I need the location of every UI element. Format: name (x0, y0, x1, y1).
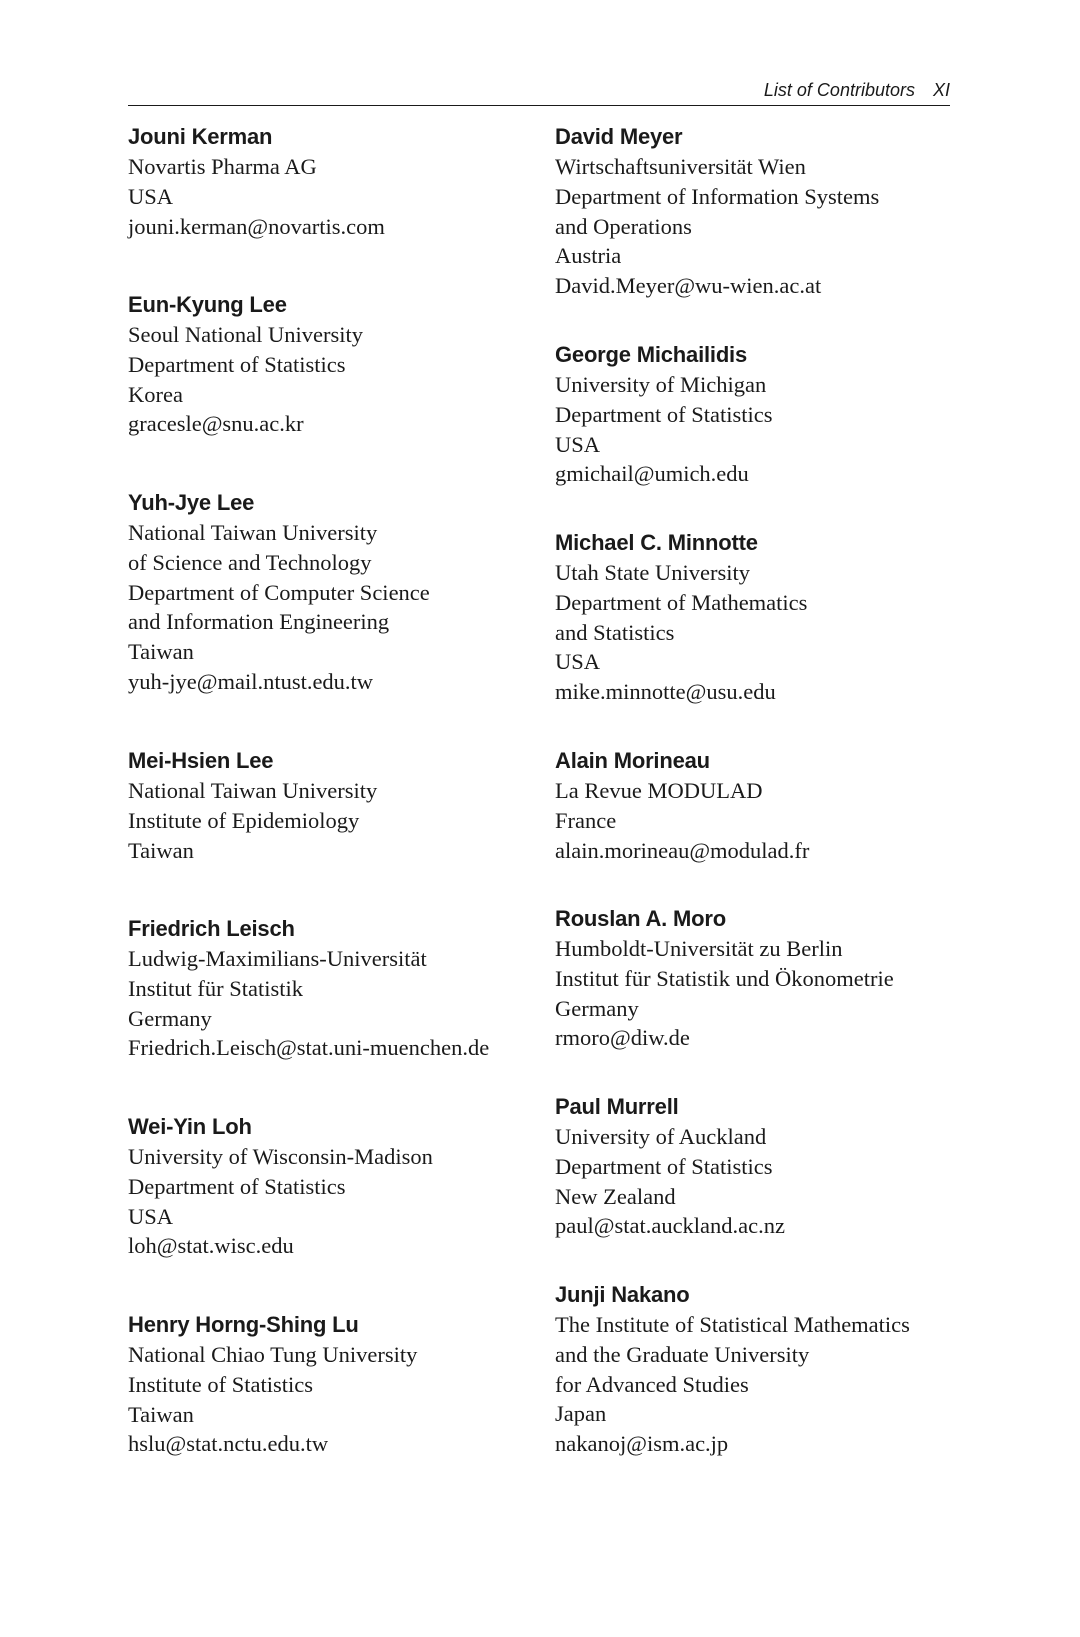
affiliation-line: National Taiwan University (128, 778, 378, 803)
running-header-text (764, 80, 950, 100)
country-line: USA (128, 1203, 174, 1229)
email-line: gracesle@snu.ac.kr (128, 411, 304, 437)
country-line: France (555, 807, 617, 833)
country-line: Taiwan (128, 837, 194, 863)
contributor-entry (128, 1112, 548, 1261)
contributor-entry (128, 290, 548, 439)
country-line: Taiwan (128, 1401, 194, 1427)
affiliation-line: National Taiwan University (128, 520, 378, 545)
contributor-entry (555, 1092, 975, 1241)
country-line: Taiwan (128, 639, 194, 665)
contributor-name: Michael C. Minnotte (555, 530, 758, 555)
affiliation-line: Institute of Epidemiology (128, 807, 360, 833)
country-line: USA (555, 431, 601, 457)
affiliation-line: Utah State University (555, 560, 750, 585)
affiliation-line: Wirtschaftsuniversität Wien (555, 154, 806, 179)
contributor-name: Paul Murrell (555, 1094, 679, 1119)
email-line: paul@stat.auckland.ac.nz (555, 1213, 785, 1239)
country-line: USA (128, 183, 174, 209)
affiliation-line: Department of Information Systems (555, 183, 880, 209)
contributor-name: George Michailidis (555, 342, 748, 367)
country-line: Germany (555, 995, 639, 1021)
email-line: David.Meyer@wu-wien.ac.at (555, 273, 822, 299)
affiliation-line: Department of Statistics (128, 351, 346, 377)
email-line: gmichail@umich.edu (555, 461, 749, 487)
affiliation-line: University of Auckland (555, 1124, 767, 1149)
contributor-entry (128, 914, 548, 1063)
affiliation-line: La Revue MODULAD (555, 778, 763, 803)
affiliation-line: The Institute of Statistical Mathematics (555, 1312, 910, 1337)
affiliation-line: of Science and Technology (128, 549, 372, 575)
running-header (128, 80, 950, 106)
affiliation-line: and Operations (555, 213, 692, 239)
contributor-entry (128, 746, 548, 865)
affiliation-line: and Statistics (555, 619, 675, 645)
contributor-name: Junji Nakano (555, 1282, 690, 1307)
contributor-entry (128, 488, 548, 697)
email-line: loh@stat.wisc.edu (128, 1233, 294, 1259)
email-line: jouni.kerman@novartis.com (128, 213, 385, 239)
contributor-entry (555, 122, 975, 301)
contributor-entry (555, 904, 975, 1053)
email-line: rmoro@diw.de (555, 1025, 690, 1051)
contributor-name: Henry Horng-Shing Lu (128, 1312, 359, 1337)
email-line: alain.morineau@modulad.fr (555, 837, 810, 863)
contributor-name: Mei-Hsien Lee (128, 748, 274, 773)
contributor-name: Alain Morineau (555, 748, 710, 773)
contributor-entry (128, 122, 548, 241)
country-line: Japan (555, 1401, 607, 1427)
affiliation-line: Institute of Statistics (128, 1371, 313, 1397)
country-line: Austria (555, 243, 622, 269)
contributor-name: Jouni Kerman (128, 124, 273, 149)
email-line: mike.minnotte@usu.edu (555, 679, 776, 705)
affiliation-line: University of Wisconsin-Madison (128, 1144, 433, 1169)
contributor-name: David Meyer (555, 124, 683, 149)
affiliation-line: Humboldt-Universität zu Berlin (555, 936, 843, 961)
contributor-entry (555, 746, 975, 865)
page-number: XI (932, 80, 950, 100)
affiliation-line: Department of Statistics (555, 1153, 773, 1179)
affiliation-line: Seoul National University (128, 322, 363, 347)
email-line: hslu@stat.nctu.edu.tw (128, 1431, 329, 1457)
email-line: nakanoj@ism.ac.jp (555, 1431, 729, 1457)
affiliation-line: Department of Computer Science (128, 579, 430, 605)
contributor-entry (128, 1310, 548, 1459)
contributor-name: Yuh-Jye Lee (128, 490, 255, 515)
contributor-name: Wei-Yin Loh (128, 1114, 252, 1139)
affiliation-line: Institut für Statistik (128, 975, 304, 1001)
contributor-name: Friedrich Leisch (128, 916, 295, 941)
affiliation-line: Novartis Pharma AG (128, 154, 317, 179)
affiliation-line: National Chiao Tung University (128, 1342, 418, 1367)
contributor-entry (555, 528, 975, 707)
affiliation-line: Department of Mathematics (555, 589, 808, 615)
affiliation-line: for Advanced Studies (555, 1371, 749, 1397)
affiliation-line: Ludwig-Maximilians-Universität (128, 946, 427, 971)
contributor-entry (555, 1280, 975, 1459)
country-line: Germany (128, 1005, 212, 1031)
contributor-name: Rouslan A. Moro (555, 906, 726, 931)
email-line: yuh-jye@mail.ntust.edu.tw (128, 668, 374, 694)
affiliation-line: Department of Statistics (555, 401, 773, 427)
country-line: USA (555, 649, 601, 675)
email-line: Friedrich.Leisch@stat.uni-muenchen.de (128, 1035, 490, 1061)
country-line: Korea (128, 381, 183, 407)
running-header-title: List of Contributors (763, 80, 915, 100)
affiliation-line: and the Graduate University (555, 1341, 810, 1367)
affiliation-line: Department of Statistics (128, 1173, 346, 1199)
country-line: New Zealand (555, 1183, 676, 1209)
contributor-name: Eun-Kyung Lee (128, 292, 287, 317)
affiliation-line: Institut für Statistik und Ökonometrie (555, 965, 894, 991)
contributor-entry (555, 340, 975, 489)
affiliation-line: and Information Engineering (128, 609, 390, 635)
affiliation-line: University of Michigan (555, 372, 767, 397)
